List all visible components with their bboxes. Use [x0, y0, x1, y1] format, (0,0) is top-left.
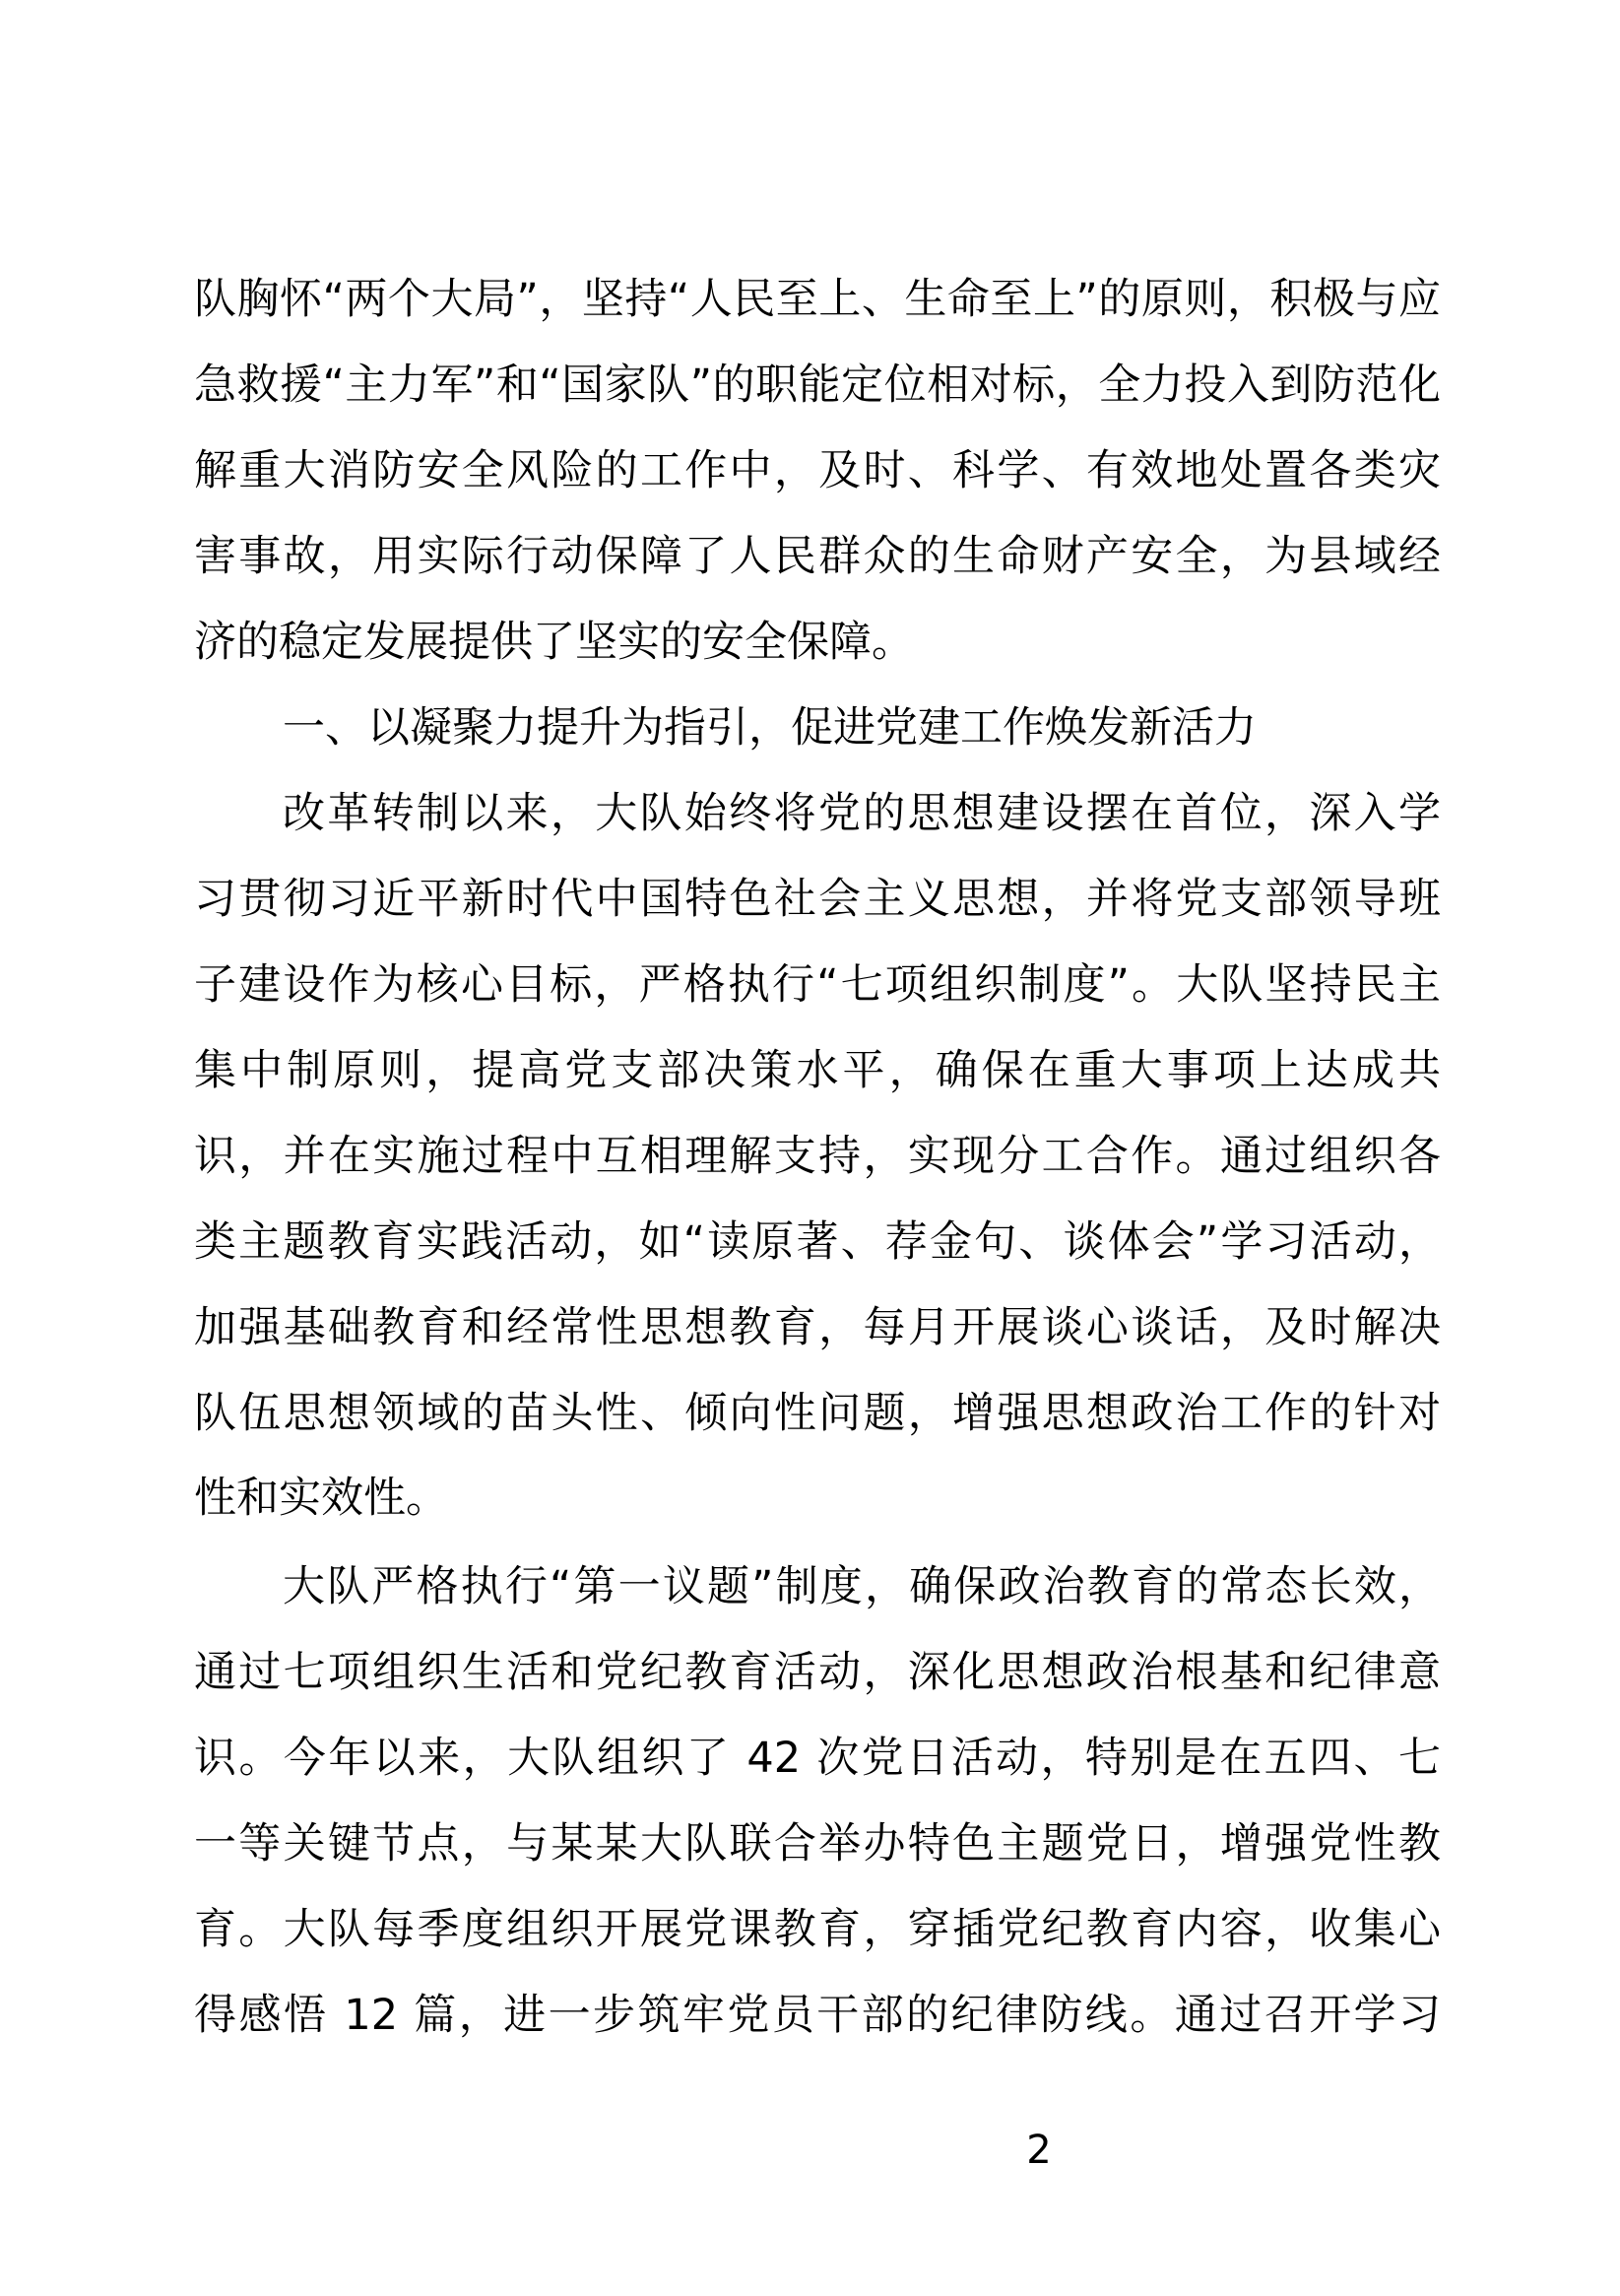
text-line: 习贯彻习近平新时代中国特色社会主义思想，并将党支部领导班	[194, 875, 1441, 924]
text-line: 队伍思想领域的苗头性、倾向性问题，增强思想政治工作的针对	[194, 1389, 1441, 1438]
page-number: 2	[1026, 2128, 1052, 2173]
text-line: 识，并在实施过程中互相理解支持，实现分工合作。通过组织各	[194, 1132, 1441, 1181]
text-line: 子建设作为核心目标，严格执行“七项组织制度”。大队坚持民主	[194, 960, 1441, 1010]
text-line: 育。大队每季度组织开展党课教育，穿插党纪教育内容，收集心	[194, 1905, 1441, 1954]
text-line: 大队严格执行“第一议题”制度，确保政治教育的常态长效，	[283, 1562, 1441, 1611]
text-line: 改革转制以来，大队始终将党的思想建设摆在首位，深入学	[283, 789, 1441, 838]
text-line: 害事故，用实际行动保障了人民群众的生命财产安全，为县域经	[194, 532, 1441, 581]
text-line: 队胸怀“两个大局”，坚持“人民至上、生命至上”的原则，积极与应	[194, 275, 1441, 324]
text-line: 通过七项组织生活和党纪教育活动，深化思想政治根基和纪律意	[194, 1648, 1441, 1697]
text-line: 类主题教育实践活动，如“读原著、荐金句、谈体会”学习活动，	[194, 1217, 1441, 1267]
text-line: 急救援“主力军”和“国家队”的职能定位相对标，全力投入到防范化	[194, 361, 1441, 410]
text-line: 性和实效性。	[194, 1474, 448, 1523]
text-line: 解重大消防安全风险的工作中，及时、科学、有效地处置各类灾	[194, 446, 1441, 495]
text-line: 一等关键节点，与某某大队联合举办特色主题党日，增强党性教	[194, 1819, 1441, 1869]
section-heading: 一、以凝聚力提升为指引，促进党建工作焕发新活力	[283, 703, 1257, 753]
text-line: 加强基础教育和经常性思想教育，每月开展谈心谈话，及时解决	[194, 1303, 1441, 1352]
text-line: 集中制原则，提高党支部决策水平，确保在重大事项上达成共	[194, 1046, 1441, 1095]
text-line: 得感悟 12 篇，进一步筑牢党员干部的纪律防线。通过召开学习	[194, 1991, 1441, 2040]
text-line: 识。今年以来，大队组织了 42 次党日活动，特别是在五四、七	[194, 1734, 1441, 1783]
text-line: 济的稳定发展提供了坚实的安全保障。	[194, 618, 914, 667]
